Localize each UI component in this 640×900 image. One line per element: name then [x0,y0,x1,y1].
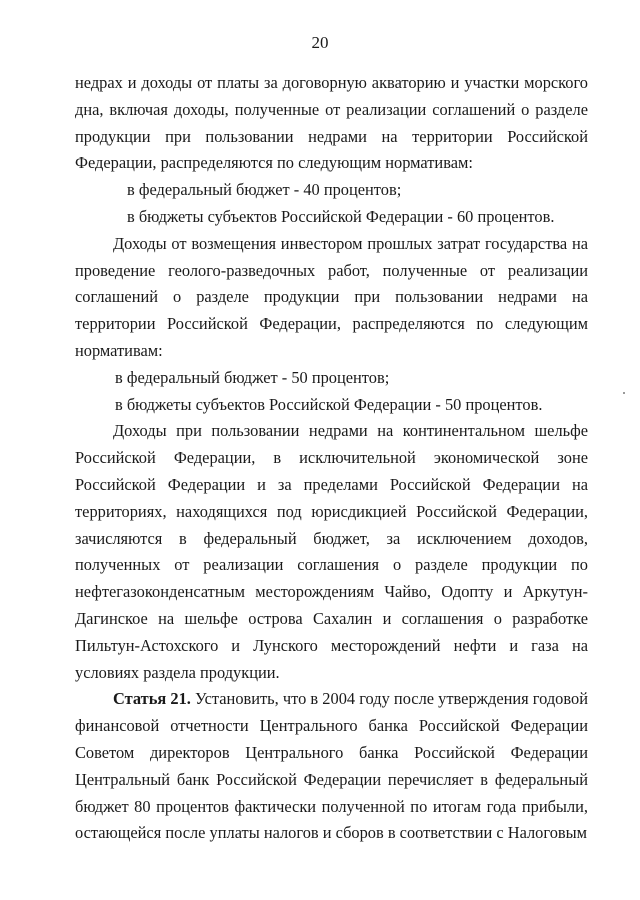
body-text [75,70,588,847]
article-21 [75,686,588,847]
norm-federal-budget-50: в федеральный бюджет - 50 процентов; [115,367,390,387]
norm-federal-budget-40: в федеральный бюджет - 40 процентов; [127,180,402,200]
norm-regional-budgets-50: в бюджеты субъектов Российской Федерации - 50 процентов. [115,394,543,414]
article-21-text: Установить, что в 2004 году после утверждения годовой финансовой отчетности Центрального банка Российской Федерации Советом директоров Центрального банка Российской Федерации Центральный банк Российской Федерации перечисляет в федеральный бюджет 80 процентов фактически полученной по итогам года прибыли, остающейся после уплаты налогов и сборов в соответствии с Налоговым [75,689,588,843]
paragraph-continental-shelf: Доходы при пользовании недрами на континентальном шельфе Российской Федерации, в исключительной экономической зоне Российской Федерации и за пределами Российской Федерации на территориях, находящихся под юрисдикцией Российской Федерации, зачисляются в федеральный бюджет, за исключением доходов, полученных от реализации соглашения о разделе продукции по нефтегазоконденсатным месторождениям Чайво, Одопту и Аркутун-Дагинское на шельфе острова Сахалин и соглашения о разработке Пильтун-Астохского и Лунского месторождений нефти и газа на условиях раздела продукции. [75,421,588,682]
page-number: 20 [311,33,329,52]
scan-speck [623,392,625,394]
norm-regional-budgets-60: в бюджеты субъектов Российской Федерации - 60 процентов. [127,206,555,226]
paragraph-investor-cost-recovery: Доходы от возмещения инвестором прошлых затрат государства на проведение геолого-разведочных работ, полученные от реализации соглашений о разделе продукции при пользовании недрами на территории Российской Федерации, распределяются по следующим нормативам: [75,233,588,360]
article-21-label: Статья 21. [113,689,191,709]
paragraph-subsoil-income-continuation: недрах и доходы от платы за договорную акваторию и участки морского дна, включая доходы, полученные от реализации соглашений о разделе продукции при пользовании недрами на территории Российской Федерации, распределяются по следующим нормативам: [75,73,588,173]
